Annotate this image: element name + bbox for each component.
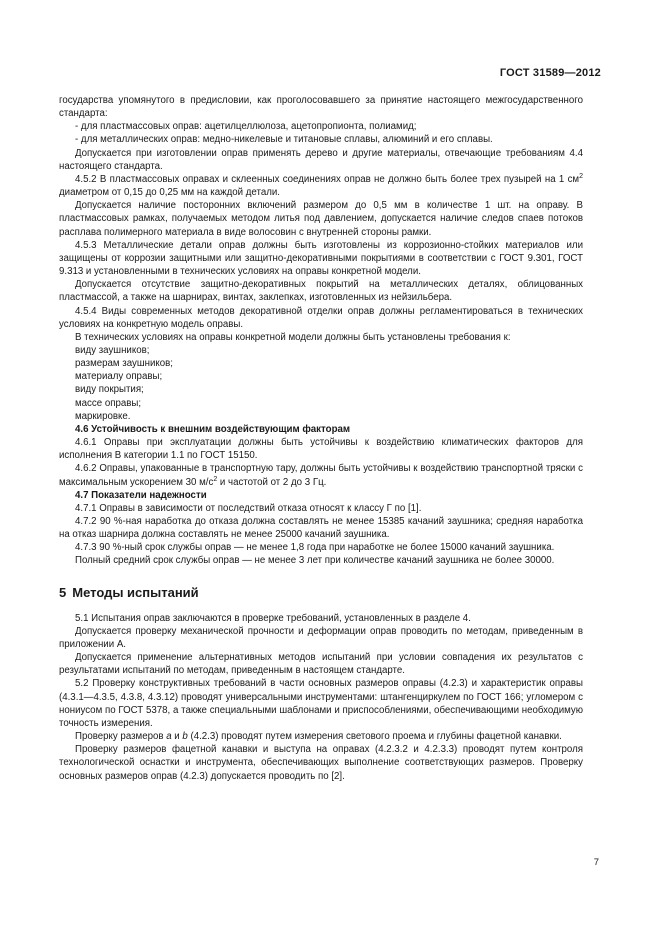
list-item: виду покрытия; — [75, 384, 144, 396]
paragraph: В технических условиях на оправы конкретной модели должны быть установлены требования к: — [75, 331, 511, 343]
paragraph: Допускается наличие посторонних включений размером до 0,5 мм в количестве 1 шт. на оправу. В пластмассовых рамках, получаемых методом литья под давлением, допускается наличие следов спаев потоков расплава полимерного материала в виде волосовин с внутренней стороны рамки. — [59, 200, 583, 238]
superscript: 2 — [213, 475, 218, 483]
page-number: 7 — [593, 857, 599, 868]
text-span: диаметром от 0,15 до 0,25 мм на каждой детали. — [59, 187, 280, 199]
document-header: ГОСТ 31589—2012 — [499, 67, 601, 79]
text-span: 4.6.2 Оправы, упакованные в транспортную тару, должны быть устойчивы к воздействию транспортной тряски с максимальным ускорением 30 м/с — [59, 463, 583, 488]
paragraph-4-6-2 — [59, 462, 583, 488]
paragraph-4-5-2 — [59, 173, 583, 199]
list-item: массе оправы; — [75, 397, 142, 409]
list-item: размерам заушников; — [75, 358, 173, 370]
italic-symbol: a — [166, 731, 172, 743]
paragraph: государства упомянутого в предисловии, как проголосовавшего за принятие настоящего межгосударственного стандарта: — [59, 95, 583, 120]
paragraph: Допускается при изготовлении оправ применять дерево и другие материалы, отвечающие требованиям 4.4 настоящего стандарта. — [59, 147, 583, 172]
paragraph — [59, 730, 583, 743]
section-heading-4-6: 4.6 Устойчивость к внешним воздействующим факторам — [75, 423, 351, 435]
list-item: маркировке. — [75, 410, 131, 422]
document-body — [59, 94, 583, 783]
list-item: материалу оправы; — [75, 371, 163, 383]
text-span: Проверку размеров — [75, 731, 167, 743]
paragraph-4-7-3: 4.7.3 90 %-ный срок службы оправ — не менее 1,8 года при наработке не более 15000 качаний заушника. — [75, 542, 555, 554]
list-item: - для пластмассовых оправ: ацетилцеллюлоза, ацетопропионта, полиамид; — [75, 121, 417, 133]
paragraph: Полный средний срок службы оправ — не менее 3 лет при количестве качаний заушника не более 30000. — [75, 555, 555, 567]
paragraph-4-7-1: 4.7.1 Оправы в зависимости от последствий отказа относят к классу Г по [1]. — [75, 502, 422, 514]
paragraph: Допускается проверку механической прочности и деформации оправ проводить по методам, приведенным в приложении А. — [59, 625, 583, 650]
list-item: - для металлических оправ: медно-никелевые и титановые сплавы, алюминий и его сплавы. — [75, 134, 493, 146]
list-item: виду заушников; — [75, 344, 150, 356]
paragraph-5-2: 5.2 Проверку конструктивных требований в части основных размеров оправы (4.2.3) и характеристик оправы (4.3.1—4.3.5, 4.3.8, 4.3.12) проводят универсальными инструментами: штангенциркулем по ГОСТ 166; угломером с нониусом по ГОСТ 5378, а также специальными шаблонами и приспособлениями, обеспечивающими необходимую точность измерения. — [59, 678, 583, 729]
section-heading-4-7: 4.7 Показатели надежности — [75, 489, 207, 501]
paragraph-5-1: 5.1 Испытания оправ заключаются в проверке требований, установленных в разделе 4. — [75, 612, 471, 624]
section-number: 5 — [59, 584, 67, 600]
paragraph-4-7-2: 4.7.2 90 %-ная наработка до отказа должна составлять не менее 15385 качаний заушника; средняя наработка на отказ шарнира должна составлять не менее 25000 качаний заушника. — [59, 516, 583, 541]
section-title: Методы испытаний — [72, 584, 199, 600]
paragraph-4-5-3: 4.5.3 Металлические детали оправ должны быть изготовлены из коррозионно-стойких материалов или защищены от коррозии защитными или защитно-декоративными покрытиями в соответствии с ГОСТ 9.301, ГОСТ 9.313 и установленными в технических условиях на оправы конкретной модели. — [59, 239, 583, 278]
text-span: (4.2.3) проводят путем измерения светового проема и глубины фацетной канавки. — [187, 731, 562, 743]
text-span: и — [171, 731, 183, 743]
paragraph-4-5-4: 4.5.4 Виды современных методов декоративной отделки оправ должны регламентироваться в технических условиях на конкретную модель оправы. — [59, 305, 583, 330]
superscript: 2 — [579, 172, 583, 180]
paragraph: Проверку размеров фацетной канавки и выступа на оправах (4.2.3.2 и 4.2.3.3) проводят путем контроля технологической оснастки и инструмента, обеспечивающих выполнение соответствующих размеров. Проверку основных размеров оправ (4.2.3) допускается проводить по [2]. — [59, 744, 583, 782]
paragraph: Допускается отсутствие защитно-декоративных покрытий на металлических деталях, облицованных пластмассой, а также на шарнирах, винтах, заклепках, изготовленных из нейзильбера. — [59, 279, 583, 304]
section-heading-5 — [59, 585, 583, 601]
paragraph-4-6-1: 4.6.1 Оправы при эксплуатации должны быть устойчивы к воздействию климатических факторов для исполнения В категории 1.1 по ГОСТ 15150. — [59, 437, 583, 462]
italic-symbol: b — [182, 731, 188, 743]
paragraph: Допускается применение альтернативных методов испытаний при условии совпадения их результатов с результатами испытаний по методам, приведенным в настоящем стандарте. — [59, 652, 583, 677]
text-span: 4.5.2 В пластмассовых оправах и склеенных соединениях оправ не должно быть более трех пузырей на 1 см — [75, 173, 580, 185]
text-span: и частотой от 2 до 3 Гц. — [217, 476, 327, 488]
